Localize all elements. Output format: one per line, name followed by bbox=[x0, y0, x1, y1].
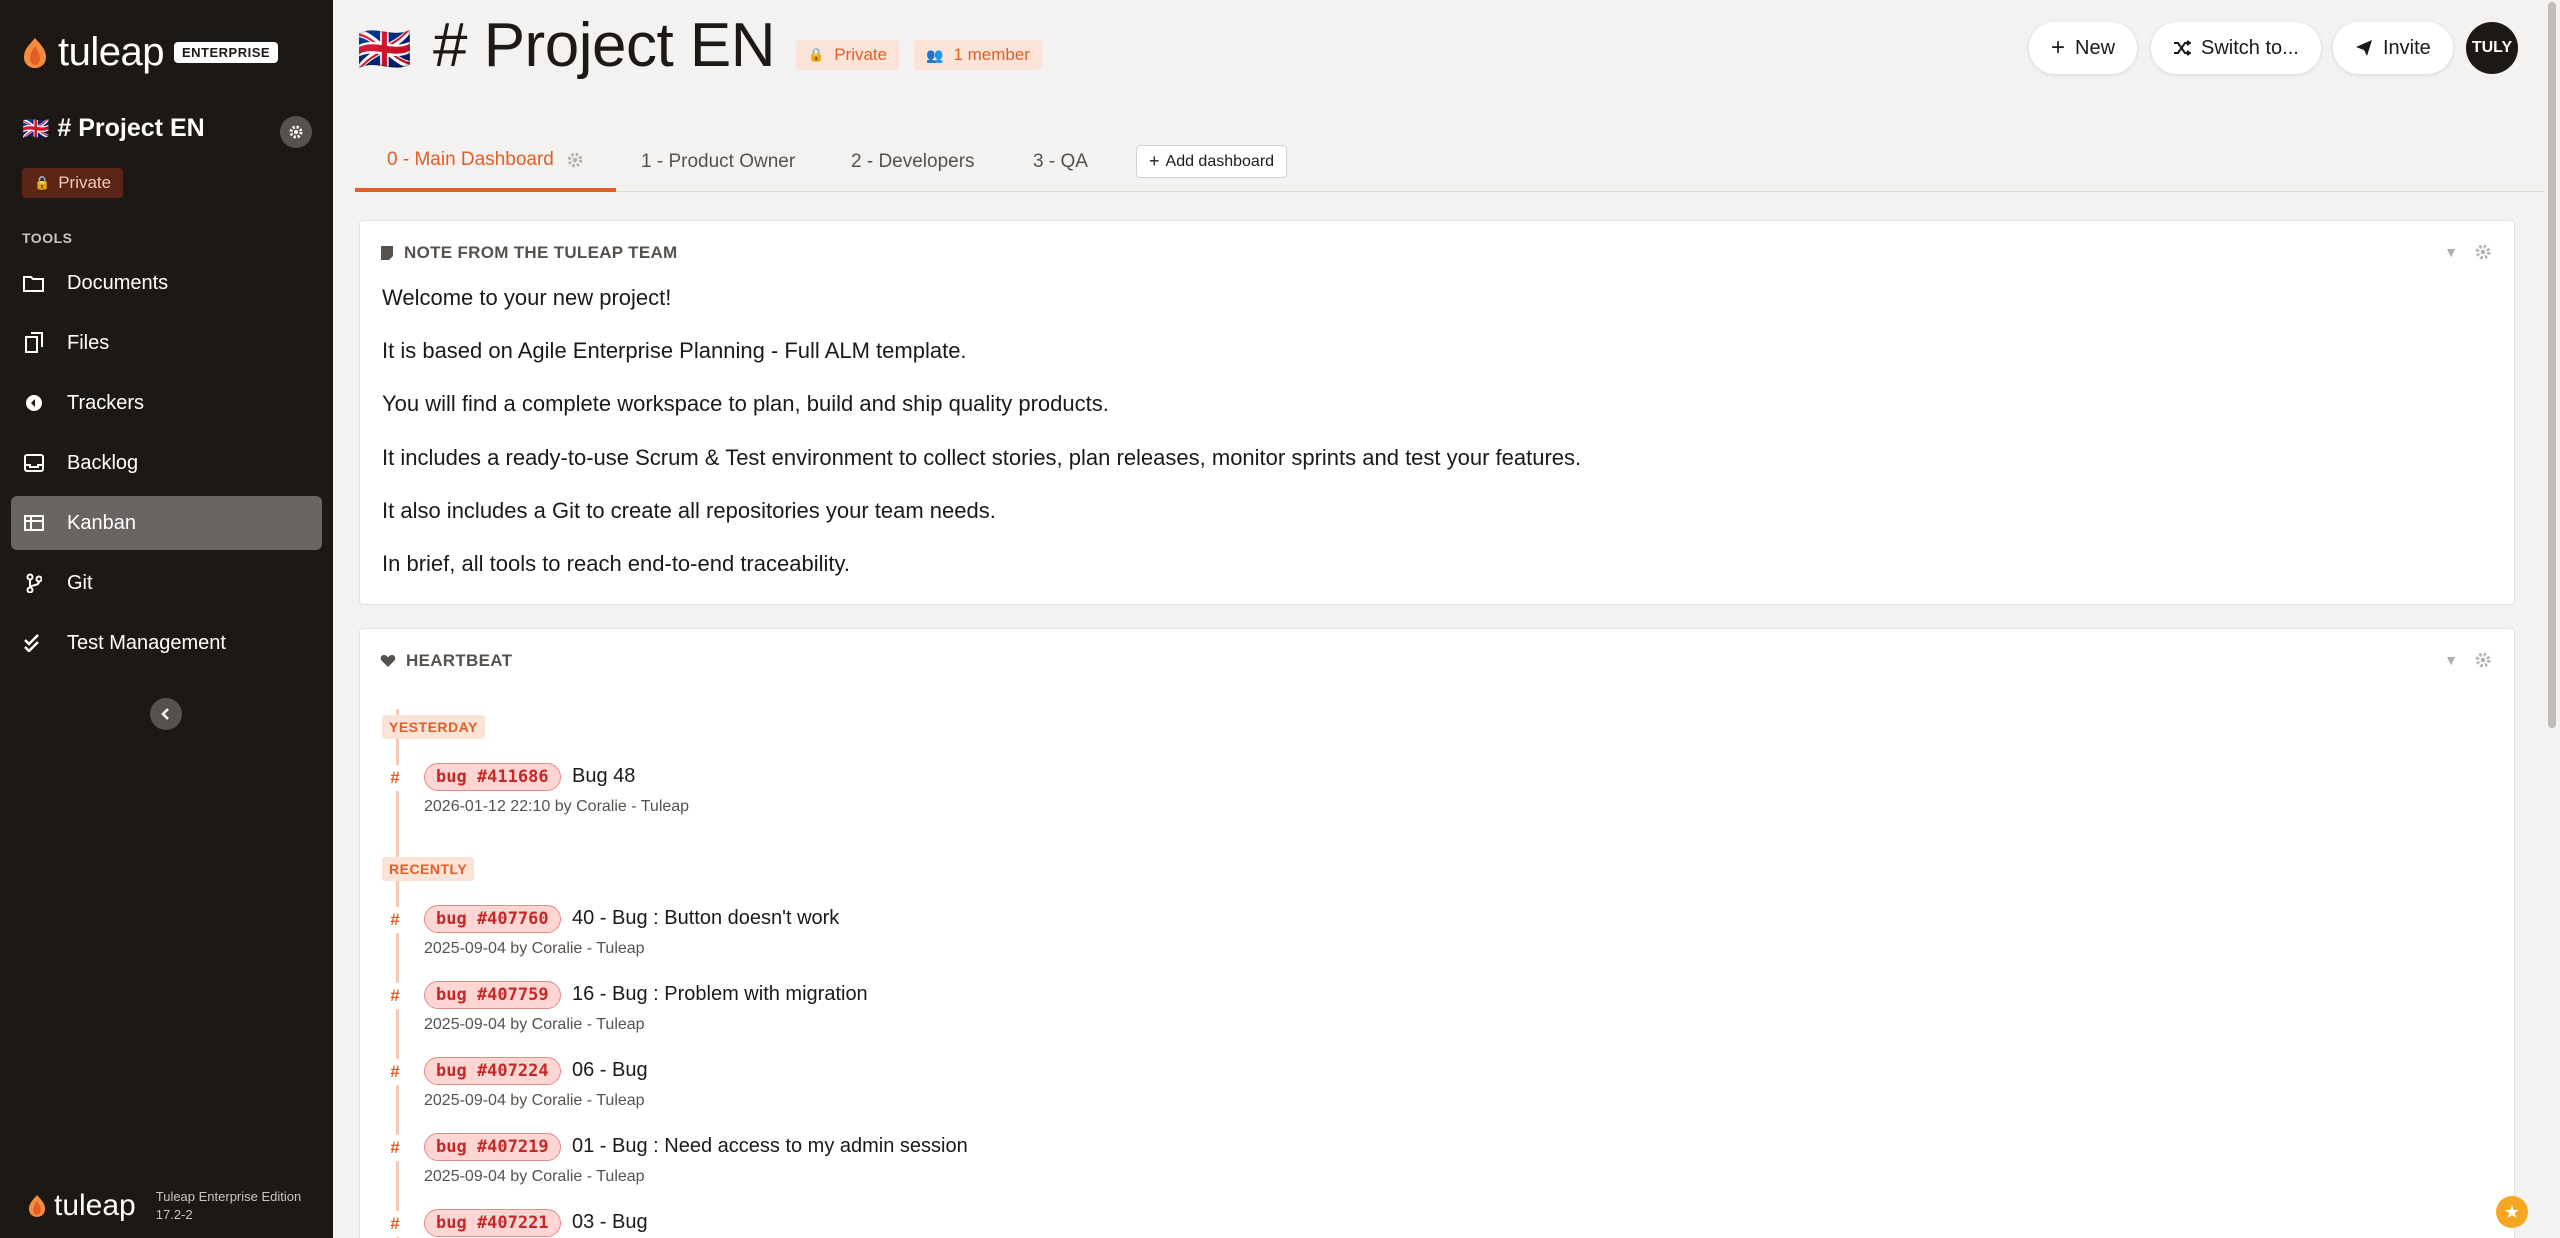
tab-main-dashboard[interactable] bbox=[355, 132, 616, 192]
gear-icon[interactable] bbox=[2474, 651, 2492, 669]
artifact-ref-link[interactable]: bug #411686 bbox=[424, 763, 561, 791]
tab-product-owner[interactable] bbox=[609, 132, 827, 192]
switch-to-button[interactable] bbox=[2151, 22, 2321, 74]
hash-icon: # bbox=[382, 765, 408, 791]
folder-icon bbox=[23, 272, 45, 294]
files-icon bbox=[23, 332, 45, 354]
privacy-label: Private bbox=[58, 173, 112, 192]
paper-plane-icon bbox=[2355, 39, 2373, 57]
activity-meta: 2025-09-04 by Coralie - Tuleap bbox=[424, 940, 645, 957]
tuleap-logo[interactable] bbox=[20, 30, 278, 75]
dashboard-tabs bbox=[355, 132, 2560, 192]
new-button-label: New bbox=[2075, 36, 2116, 59]
artifact-ref-link[interactable]: bug #407219 bbox=[424, 1133, 561, 1161]
note-line: In brief, all tools to reach end-to-end traceability. bbox=[382, 551, 850, 576]
activity-meta: 2025-09-04 by Coralie - Tuleap bbox=[424, 1168, 645, 1185]
tools-section-label: TOOLS bbox=[22, 230, 73, 246]
new-button[interactable] bbox=[2029, 22, 2137, 74]
privacy-badge bbox=[22, 168, 123, 198]
gear-icon[interactable] bbox=[566, 151, 584, 169]
widget-actions bbox=[2444, 243, 2492, 261]
note-widget-title: NOTE FROM THE TULEAP TEAM bbox=[404, 243, 678, 262]
timeline-section-label: YESTERDAY bbox=[382, 715, 485, 739]
flag-icon: 🇬🇧 bbox=[357, 25, 412, 74]
privacy-badge bbox=[796, 40, 899, 70]
tuleap-flame-icon bbox=[20, 36, 50, 70]
sidebar-item-test-management[interactable] bbox=[11, 616, 322, 670]
plus-icon: + bbox=[2051, 34, 2066, 61]
hash-icon: # bbox=[382, 1059, 408, 1085]
note-widget bbox=[359, 220, 2515, 605]
hash-icon: # bbox=[382, 983, 408, 1009]
chevron-left-icon bbox=[160, 707, 172, 721]
tab-label: 1 - Product Owner bbox=[641, 151, 796, 172]
sidebar-footer bbox=[26, 1188, 301, 1224]
sidebar-item-label: Backlog bbox=[67, 451, 139, 474]
heartbeat-widget bbox=[359, 628, 2515, 1238]
members-badge[interactable] bbox=[914, 40, 1042, 70]
footer-version-info bbox=[156, 1188, 302, 1224]
invite-button[interactable] bbox=[2333, 22, 2453, 74]
note-line: Welcome to your new project! bbox=[382, 285, 672, 310]
timeline-item bbox=[382, 1133, 1582, 1193]
scrollbar[interactable] bbox=[2544, 0, 2560, 1238]
artifact-ref-link[interactable]: bug #407221 bbox=[424, 1209, 561, 1237]
sidebar-item-label: Files bbox=[67, 331, 110, 354]
git-icon bbox=[23, 572, 45, 594]
timeline-item bbox=[382, 905, 1582, 965]
artifact-ref-link[interactable]: bug #407224 bbox=[424, 1057, 561, 1085]
main-content bbox=[333, 0, 2560, 1238]
tracker-icon bbox=[23, 392, 45, 414]
scrollbar-thumb[interactable] bbox=[2548, 2, 2556, 728]
note-line: It also includes a Git to create all repositories your team needs. bbox=[382, 498, 996, 523]
sidebar-item-kanban[interactable] bbox=[11, 496, 322, 550]
artifact-title-link[interactable]: 06 - Bug bbox=[572, 1059, 648, 1081]
sidebar-item-label: Git bbox=[67, 571, 93, 594]
tab-developers[interactable] bbox=[819, 132, 1007, 192]
sidebar-item-git[interactable] bbox=[11, 556, 322, 610]
gear-icon bbox=[288, 124, 304, 140]
sidebar-item-label: Test Management bbox=[67, 631, 226, 654]
footer-version: 17.2-2 bbox=[155, 1207, 193, 1222]
project-name: # Project EN bbox=[57, 114, 205, 142]
gear-icon[interactable] bbox=[2474, 243, 2492, 261]
hash-icon: # bbox=[382, 1211, 408, 1237]
hash-icon: # bbox=[382, 1135, 408, 1161]
switch-to-label: Switch to... bbox=[2201, 36, 2299, 59]
logo-text: tuleap bbox=[58, 30, 164, 74]
chevron-down-icon[interactable]: ▼ bbox=[2444, 244, 2458, 260]
lock-icon: 🔒 bbox=[808, 47, 825, 62]
sidebar-item-trackers[interactable] bbox=[11, 376, 322, 430]
tab-qa[interactable] bbox=[1001, 132, 1120, 192]
shuffle-icon bbox=[2173, 40, 2191, 56]
user-avatar[interactable]: TULY bbox=[2466, 22, 2518, 74]
edition-badge: ENTERPRISE bbox=[174, 42, 278, 63]
note-line: You will find a complete workspace to plan, build and ship quality products. bbox=[382, 391, 1109, 416]
widget-title bbox=[380, 651, 512, 671]
sidebar-item-label: Kanban bbox=[67, 511, 136, 534]
note-line: It is based on Agile Enterprise Planning - Full ALM template. bbox=[382, 338, 967, 363]
sidebar-item-files[interactable] bbox=[11, 316, 322, 370]
hash-icon: # bbox=[382, 907, 408, 933]
widget-actions bbox=[2444, 651, 2492, 669]
test-check-icon bbox=[23, 632, 45, 654]
lock-icon: 🔒 bbox=[34, 175, 51, 190]
privacy-label: Private bbox=[834, 45, 888, 64]
sidebar-item-label: Documents bbox=[67, 271, 169, 294]
artifact-title-link[interactable]: 01 - Bug : Need access to my admin session bbox=[572, 1135, 968, 1157]
heartbeat-icon bbox=[380, 654, 396, 668]
timeline-section-label: RECENTLY bbox=[382, 857, 474, 881]
star-icon[interactable]: ★ bbox=[2496, 1196, 2528, 1228]
note-icon bbox=[380, 245, 394, 261]
note-line: It includes a ready-to-use Scrum & Test environment to collect stories, plan releases, monitor sprints and test your features. bbox=[382, 445, 1582, 470]
artifact-ref-link[interactable]: bug #407760 bbox=[424, 905, 561, 933]
artifact-title-link[interactable]: 03 - Bug bbox=[572, 1211, 648, 1233]
activity-meta: 2026-01-12 22:10 by Coralie - Tuleap bbox=[424, 798, 690, 815]
sidebar-item-label: Trackers bbox=[67, 391, 145, 414]
widget-title bbox=[380, 243, 678, 263]
plus-icon: + bbox=[1149, 151, 1160, 171]
tab-label: 3 - QA bbox=[1033, 151, 1088, 172]
sidebar-item-backlog[interactable] bbox=[11, 436, 322, 490]
artifact-title-link[interactable]: Bug 48 bbox=[572, 765, 636, 787]
artifact-title-link[interactable]: 16 - Bug : Problem with migration bbox=[572, 983, 868, 1005]
add-dashboard-label: Add dashboard bbox=[1165, 152, 1275, 170]
sidebar bbox=[0, 0, 333, 1238]
timeline-item bbox=[382, 1057, 1582, 1117]
timeline-item bbox=[382, 763, 1582, 823]
invite-label: Invite bbox=[2383, 36, 2431, 59]
sidebar-nav bbox=[11, 256, 322, 676]
tuleap-flame-icon bbox=[26, 1193, 48, 1219]
tab-label: 0 - Main Dashboard bbox=[387, 149, 554, 170]
members-label: 1 member bbox=[953, 45, 1030, 64]
timeline-item bbox=[382, 1209, 1582, 1238]
collapse-sidebar-button[interactable] bbox=[150, 698, 182, 730]
tab-label: 2 - Developers bbox=[851, 151, 975, 172]
footer-logo-text: tuleap bbox=[54, 1189, 136, 1222]
artifact-ref-link[interactable]: bug #407759 bbox=[424, 981, 561, 1009]
kanban-icon bbox=[23, 512, 45, 534]
users-icon: 👥 bbox=[926, 46, 944, 63]
chevron-down-icon[interactable]: ▼ bbox=[2444, 652, 2458, 668]
heartbeat-widget-title: HEARTBEAT bbox=[406, 651, 513, 670]
sidebar-item-documents[interactable] bbox=[11, 256, 322, 310]
activity-meta: 2025-09-04 by Coralie - Tuleap bbox=[424, 1016, 645, 1033]
artifact-title-link[interactable]: 40 - Bug : Button doesn't work bbox=[572, 907, 840, 929]
backlog-icon bbox=[23, 452, 45, 474]
page-title: # Project EN bbox=[433, 11, 776, 80]
footer-edition: Tuleap Enterprise Edition bbox=[155, 1189, 302, 1204]
activity-meta: 2025-09-04 by Coralie - Tuleap bbox=[424, 1092, 645, 1109]
timeline-item bbox=[382, 981, 1582, 1041]
add-dashboard-button[interactable] bbox=[1136, 145, 1287, 178]
project-settings-button[interactable] bbox=[280, 116, 312, 148]
sidebar-project-title[interactable] bbox=[22, 114, 205, 143]
flag-icon: 🇬🇧 bbox=[22, 115, 50, 141]
